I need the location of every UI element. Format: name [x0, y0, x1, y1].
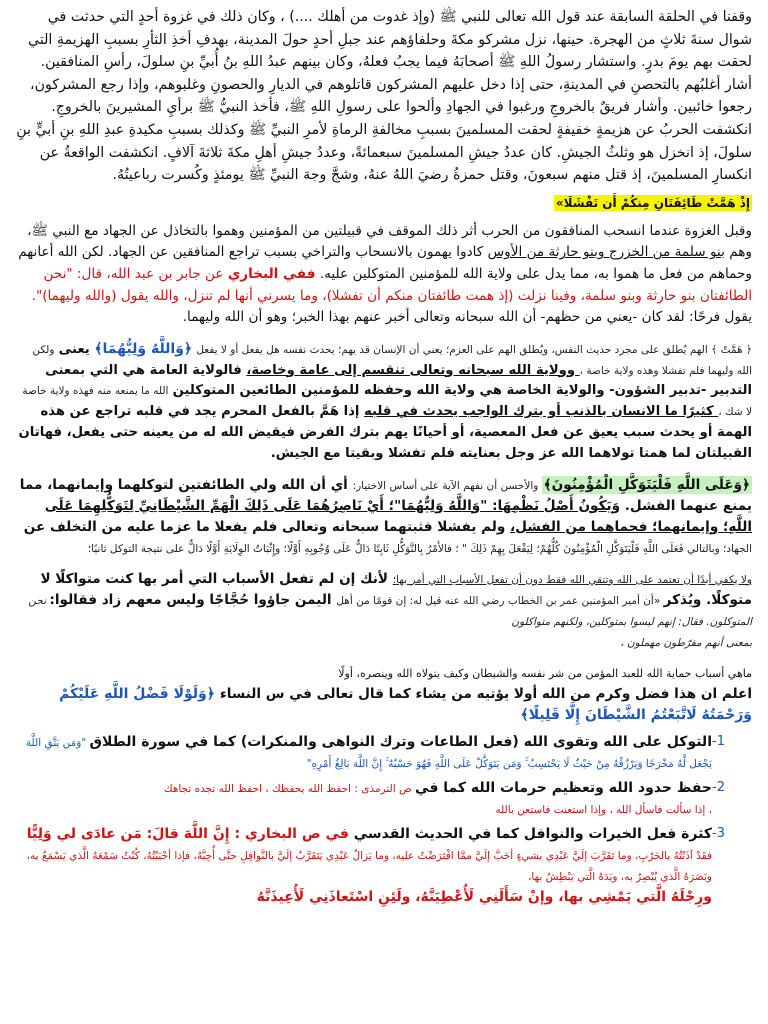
bukhari-hadith: عن جابر بن عبد الله، قال: "نحن الطائفتان بنو حارثة وبنو سلمة، وفينا نزلت (إذ همت طائفتان منكم أن تفشلا)، وما يسرني أنها لم تنزل، والله يقول (والله وليهما)". — [31, 265, 752, 304]
list-item-sub: فقَدْ آذَنْتُهُ بالحَرْبِ، وما تَقَرَّبَ إلَيَّ عَبْدِي بشيءٍ أحَبَّ إلَيَّ ممَّا افْتَرَضْتُ عليه، وما يَزالُ عَبْدِي يَتَقَرَّبُ إلَيَّ بالنَّوافِلِ حتَّى أُحِبَّهُ، فإذا أحْبَبْتُهُ، كُنْتُ سَمْعَهُ الَّذي يَسْمَعُ به، وبَصَرَهُ الَّذي يُبْصِرُ به، ويَدَهُ الَّتي يَبْطِشُ بها، — [26, 849, 712, 883]
wilaya-paragraph — [16, 339, 752, 465]
wilaya-types: وولاية الله سبحانه وتعالى تنقسم إلى عامة وخاصة، — [246, 362, 580, 378]
list-item — [16, 778, 752, 820]
tribes-underline: بنو سلمة من الخزرج وبنو حارثة من الأوس — [487, 244, 725, 261]
protection-causes-paragraph — [16, 663, 752, 726]
tawakkul-main-2: ولم يفشلا فثبتهما سبحانه وتعالى فلم يفعلا ما عزما عليه من التخلف عن — [23, 518, 511, 535]
list-item-end: ورِجْلَهُ الَّتي يَمْشِي بها، وإنْ سَأَلَنِي لَأُعْطِيَنَّهُ، ولَئِنِ اسْتَعاذَنِي لَأُعِيذَنَّهُ — [256, 888, 712, 905]
list-item-number: -3 — [712, 825, 725, 841]
nisa-ayah: ﴿وَلَوْلَا فَضْلُ اللَّهِ عَلَيْكُمْ وَرَحْمَتُهُ لَاتَّبَعْتُمُ الشَّيْطَانَ إِلَّا قَلِيلًا﴾ — [59, 685, 752, 723]
list-item-main: التوكل على الله وتقوى الله (فعل الطاعات وترك النواهى والمنكرات) كما في سورة الطلاق — [89, 733, 712, 750]
intro-paragraph: وقفنا في الحلقة السابقة عند قول الله تعالى للنبي ﷺ (وإذ غدوت من أهلك ....) ، وكان ذلك في غزوة أحدٍ التي حدثت في شوال سنةَ ثلاثٍ من الهجرة. حينها، نزل مشركو مكةَ وحلفاؤهم عند جبلِ أحدٍ حولَ المدينة، بهدفِ أخذِ الثأرِ بسببِ الهزيمةِ التي لحقت بهم يومَ بدرٍ. واستشار رسولُ اللهِ ﷺ أصحابَهُ فيما يجبُ فعلهُ، وكان بينهم عبدُ اللهِ بنُ أُبيِّ بنِ سلولَ، رأسِ المنافقين. أشار أغلبُهم بالتحصنِ في المدينةِ، حتى إذا دخل عليهم المشركون قاتلوهم في الديارِ والحصونِ وغلبوهم، وإذا رجع المشركون، رجعوا خائبين. وأشار فريقٌ بالخروجِ ورغبوا في الجهادِ وألحوا على رسولِ اللهِ ﷺ، فأخذ النبيُّ ﷺ برأيِ المشيرينَ بالخروجِ. انكشفت الحربُ عن هزيمةٍ خفيفةٍ لحقت المسلمينَ بسببِ مخالفةِ الرماةِ لأمرِ النبيِّ ﷺ وكذلك بسببِ مكيدةِ عبدِ اللهِ بنِ أبيٍّ بنِ سلولَ، إذ انخزل هو وثلثُ الجيشِ. كان عددُ جيشِ المسلمينَ سبعمائةً، وعددُ جيشِ أهلِ مكةَ ثلاثةَ آلافٍ. انكشفت الواقعةُ عن انكسارِ المسلمينَ، إذ قتل منهم سبعونَ، وقتل حمزةُ رضيَ اللهُ عنهُ، وشجَّ وجهَ النبيِّ ﷺ يومئذٍ وكُسرت رباعيتُهُ. — [16, 9, 752, 184]
wilaya-conclusion: إذا هَمَّ بالفعل المحرم يجد في قلبه تراجع عن هذه الهمة أو يحدث سبب يعيق عن فعل المعصية، أو أحيانًا يهم بترك الفرض فيقيض الله له من يعينه حتى يفعل، فهاتان القبيلتان لما همتا تولاهما الله عز وجل بعنايته فلم تفشلا وبقيتا مع الجيش. — [18, 404, 752, 461]
general-wilaya: فالولاية العامة هي التي بمعنى التدبير -تدبير الشؤون- والولاية الخاصة هي ولاية الله وحفظه للمؤمنين الطائعين المتوكلين — [45, 362, 752, 399]
fadl-statement: اعلم ان هذا فضل وكرم من الله أولا يؤتيه من يشاء كما قال تعالى في س النساء — [219, 685, 752, 702]
context-text-c: يقول فرحًا: لقد كان -يعني من حظهم- أن الله سبحانه وتعالى أخبر عنهم بهذا الخبر؛ وهو أن الله وليهما. — [182, 309, 752, 326]
tawakkul-verse: ﴿وَعَلَى اللَّهِ فَلْيَتَوَكَّلِ الْمُؤْمِنُونَ﴾ — [543, 476, 750, 493]
list-item-number: -2 — [712, 779, 725, 795]
choice-note: والأحسن أن نفهم الآية على أساس الاختيار: — [352, 479, 542, 492]
asbab-paragraph — [16, 569, 752, 653]
asbab-note: ولا يكفي أبدًا أن تعتمد على الله وتتقي الله فقط دون أن تفعل الأسباب التي أمر بها؛ — [392, 573, 752, 586]
list-item-ayah: في ص البخاري : إِنَّ اللَّهَ قالَ: مَن عادَى لي وَلِيًّا — [26, 825, 354, 842]
verse-heading: إِذْ هَمَّتْ طَائِفَتَانِ مِنكُمْ أَن تَفْشَلَا» — [555, 195, 750, 210]
tawakkul-structure: وَيَكُونُ أَصْلُ نَظْمِهَا: "وَاللَّهُ وَلِيُّهُمَا"؛ أَيْ نَاصِرُهُمَا عَلَى ذَلِكَ الْهَمِّ الشَّيْطَانِيِّ لِتَوَكُّلِهِمَا عَلَى اللَّهِ؛ وإيمانهما؛ فحماهما من الفشل، — [44, 497, 752, 535]
umar-story: «أن أمير المؤمنين عمر بن الخطاب رضي الله عنه قيل له: إن قومًا من أهل — [336, 594, 664, 607]
list-item-number: -1 — [712, 733, 725, 749]
wilaya-note-2: الله ما يمنعه منه فهذه ولاية خاصة لا شك ، — [22, 385, 752, 419]
context-text-a: وقبل الغزوة عندما انسحب المنافقون من الحرب أثر ذلك الموقف في قبيلتين من المؤمنين وهموا بالتخاذل عن الجهاد مع النبي ﷺ، وهم — [27, 222, 752, 261]
list-item-main: كثرة فعل الخيرات والنوافل كما في الحديث القدسي — [353, 825, 712, 842]
bukhari-label: ففي البخاري — [227, 265, 316, 282]
heart-hesitation: كثيرًا ما الانسان بالذنب أو بترك الواجب يحدث في قلبه — [364, 404, 719, 420]
verse-heading-line — [16, 193, 752, 213]
context-text-b: كادوا يهمون بالانسحاب والتراخي بسبب تراجع المنافقين عن الجهاد. لكن الله أعانهم وحماهم من فعل ما هموا به، مما يدل على ولاية الله للمؤمنين المتوكلين عليه. — [18, 244, 752, 282]
list-item-ayah: "وَمَن يَتَّقِ اللَّهَ يَجْعَل لَّهُ مَخْرَجًا وَيَرْزُقْهُ مِنْ حَيْثُ لَا يَحْتَسِبُ ۚ وَمَن يَتَوَكَّلْ عَلَى اللَّهِ فَهُوَ حَسْبُهُ ۚ إِنَّ اللَّهَ بَالِغُ أَمْرِهِ" — [25, 736, 712, 770]
tawakkul-paragraph — [16, 475, 752, 559]
tawakkul-main: أي أن الله ولي الطائفتين لتوكلهما وإيمانهما، مما يمنع عنهما الفشل. — [19, 476, 752, 514]
wallahu-waliyyuhuma-verse: ﴿وَاللَّهُ وَلِيُّهُمَا﴾ — [94, 340, 193, 357]
list-item — [16, 732, 752, 774]
mutawakkilun-meaning: بمعنى أنهم مفرّطون مهملون ، — [620, 636, 752, 649]
yani-word: يعنى — [58, 341, 95, 357]
hamm-definition: ﴿ هَمَّتْ ﴾ الهم يُطلق على مجرد حديث النفس، ويُطلق الهم على العزم؛ يعني أن الإنسان قد يهم؛ يحدث نفسه هل يفعل أو لا يفعل — [196, 343, 752, 356]
tawakkul-small-note: الجهاد؛ وبالتالي فَعَلَى اللَّهِ فَلْيَتَوَكَّلِ الْمُؤْمِنُونَ كُلُّهُمْ؛ لِيَفْعَلَ بِهِمْ ذَلِكَ " ؛ فالأَمْرُ بِالتَّوَكُّلِ ثَابِتًا دَالٌّ عَلَى وُجُوبِهِ أَوَّلًا؛ وإِثْبَاتُ الوِلَايَةِ أَوَّلًا دَالٌّ على نتيجة التوكل ثانيًا؛ — [87, 542, 752, 555]
causes-list — [16, 732, 752, 908]
protection-question: ماهي أسباب حماية الله للعبد المؤمن من شر نفسه والشيطان وكيف يتولاه الله وينصره، أولًا — [338, 666, 752, 680]
asbab-main: لأنك إن لم تفعل الأسباب التي أمر بها كنت متواكلًا لا متوكلًا. ويُذكر — [40, 570, 752, 608]
yemen-pilgrims: اليمن جاؤوا حُجَّاجًا وليس معهم زاد فقالوا: — [49, 591, 337, 608]
list-item — [16, 824, 752, 908]
mutawakkilun-quote: نحن المتوكلون. فقال: إنهم ليسوا بمتوكلين، ولكنهم متواكلون — [28, 594, 752, 628]
list-item-main: حفظ حدود الله وتعظيم حرمات الله كما في — [415, 779, 712, 796]
context-paragraph — [16, 221, 752, 329]
list-item-ayah: ص الترمذى : احفظ الله يحفظك ، احفظ الله تجده تجاهك — [163, 782, 416, 795]
list-item-sub: ، إذا سألت فاسأل الله ، وإذا استعنت فاستعن بالله — [495, 803, 712, 816]
special-wilaya-note: ولكن الله وليهما فلم تفشلا وهذه ولاية خاصة ، — [32, 343, 752, 377]
